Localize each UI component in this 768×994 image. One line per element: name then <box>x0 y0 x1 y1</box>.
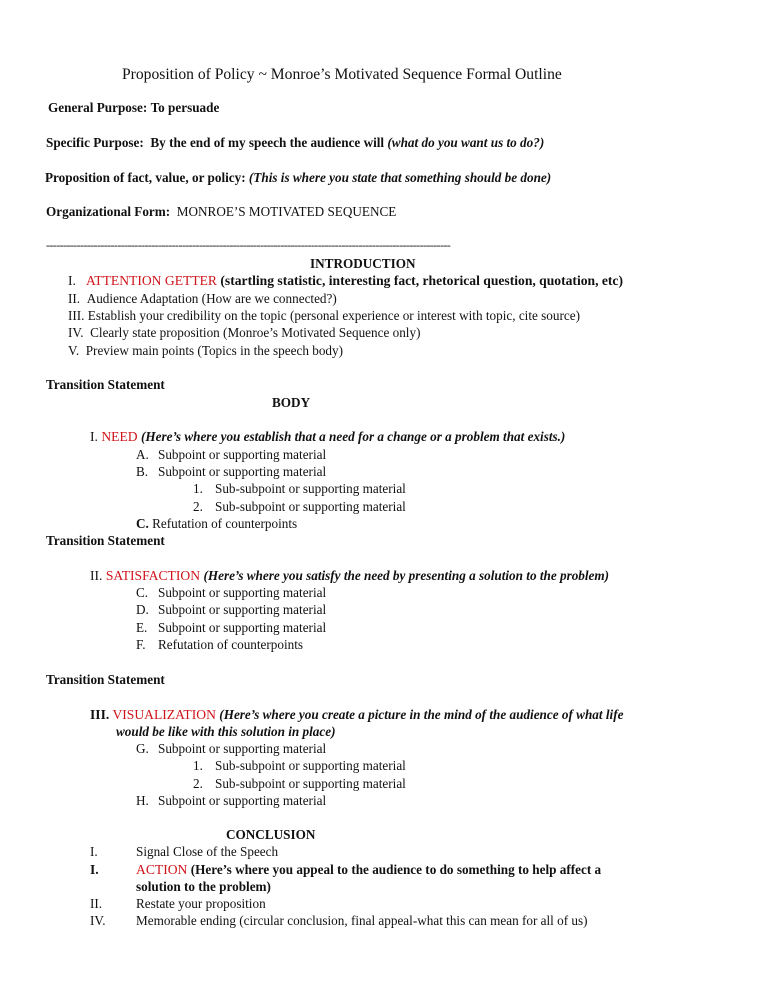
subpoint-num: A. <box>136 447 149 462</box>
need-refutation <box>136 515 297 532</box>
satisfaction-heading <box>90 567 609 584</box>
visualization-subpoint <box>136 792 326 809</box>
intro-item <box>68 324 420 341</box>
subpoint-text: Subpoint or supporting material <box>158 620 327 635</box>
visualization-num: III. <box>90 707 110 722</box>
subpoint-num: F. <box>136 637 146 652</box>
visualization-description: (Here’s where you create a picture in the mind of the audience of what life <box>219 707 624 722</box>
intro-item <box>68 307 580 324</box>
visualization-heading <box>90 706 623 723</box>
intro-item-attention <box>68 272 623 289</box>
action-keyword: ACTION <box>136 862 188 877</box>
need-num: I. <box>90 429 98 444</box>
satisfaction-subpoint <box>136 584 326 601</box>
conclusion-item-num: IV. <box>90 913 106 928</box>
subpoint-num: D. <box>136 602 149 617</box>
conclusion-item-num: I. <box>90 844 98 859</box>
need-subsubpoint <box>193 498 406 515</box>
organizational-form <box>46 203 396 220</box>
action-text-cont: solution to the problem) <box>136 879 271 894</box>
conclusion-item <box>90 912 588 929</box>
action-text: (Here’s where you appeal to the audience to do something to help affect a <box>190 862 602 877</box>
intro-item-text: Clearly state proposition (Monroe’s Motivated Sequence only) <box>90 325 421 340</box>
general-purpose <box>48 99 219 116</box>
intro-item-num: IV. <box>68 325 84 340</box>
subpoint-text: Subpoint or supporting material <box>158 447 327 462</box>
subpoint-num: C. <box>136 585 149 600</box>
need-description: (Here’s where you establish that a need for a change or a problem that exists.) <box>141 429 566 444</box>
need-keyword: NEED <box>101 429 138 444</box>
intro-item-num: III. <box>68 308 85 323</box>
visualization-subsubpoint <box>193 775 406 792</box>
proposition <box>45 169 551 186</box>
satisfaction-subpoint <box>136 619 326 636</box>
conclusion-item-text: Memorable ending (circular conclusion, final appeal-what this can mean for all of us) <box>136 913 588 928</box>
intro-item-num: I. <box>68 273 76 288</box>
need-subsubpoint <box>193 480 406 497</box>
visualization-keyword: VISUALIZATION <box>112 707 216 722</box>
conclusion-heading: CONCLUSION <box>226 827 316 842</box>
transition-statement: Transition Statement <box>46 377 165 392</box>
visualization-subsubpoint <box>193 757 406 774</box>
intro-item-num: V. <box>68 343 80 358</box>
body-heading: BODY <box>272 395 311 410</box>
conclusion-item-text: Restate your proposition <box>136 896 266 911</box>
conclusion-item-action <box>90 861 601 878</box>
general-purpose-label: General Purpose: <box>48 100 148 115</box>
proposition-label: Proposition of fact, value, or policy: <box>45 170 246 185</box>
satisfaction-subpoint <box>136 601 326 618</box>
refutation-num: C. <box>136 516 149 531</box>
conclusion-item <box>90 843 278 860</box>
visualization-subpoint <box>136 740 326 757</box>
need-subpoint <box>136 446 326 463</box>
attention-getter-text: (startling statistic, interesting fact, rhetorical question, quotation, etc) <box>220 273 623 288</box>
conclusion-item-num: II. <box>90 896 103 911</box>
subpoint-num: G. <box>136 741 149 756</box>
subsubpoint-num: 2. <box>193 776 203 791</box>
general-purpose-value: To persuade <box>150 100 220 115</box>
satisfaction-description: (Here’s where you satisfy the need by presenting a solution to the problem) <box>203 568 610 583</box>
transition-statement: Transition Statement <box>46 533 165 548</box>
organizational-form-label: Organizational Form: <box>46 204 171 219</box>
visualization-description-cont: would be like with this solution in place) <box>116 724 336 739</box>
intro-item-num: II. <box>68 291 81 306</box>
intro-item <box>68 290 337 307</box>
subpoint-num: B. <box>136 464 149 479</box>
subpoint-text: Subpoint or supporting material <box>158 793 327 808</box>
subsubpoint-text: Sub-subpoint or supporting material <box>215 758 406 773</box>
conclusion-item-num: I. <box>90 862 99 877</box>
page-title: Proposition of Policy ~ Monroe’s Motivated Sequence Formal Outline <box>122 66 562 83</box>
satisfaction-num: II. <box>90 568 103 583</box>
subpoint-text: Subpoint or supporting material <box>158 741 327 756</box>
conclusion-item-text: Signal Close of the Speech <box>136 844 279 859</box>
subpoint-text: Subpoint or supporting material <box>158 602 327 617</box>
intro-item-text: Audience Adaptation (How are we connected?) <box>86 291 337 306</box>
satisfaction-subpoint <box>136 636 303 653</box>
intro-item-text: Preview main points (Topics in the speech body) <box>85 343 343 358</box>
subsubpoint-num: 1. <box>193 481 203 496</box>
satisfaction-keyword: SATISFACTION <box>105 568 201 583</box>
specific-purpose <box>46 134 544 151</box>
specific-purpose-hint: (what do you want us to do?) <box>387 135 545 150</box>
need-subpoint <box>136 463 326 480</box>
subpoint-num: E. <box>136 620 148 635</box>
introduction-heading: INTRODUCTION <box>310 256 416 271</box>
specific-purpose-label: Specific Purpose: <box>46 135 144 150</box>
conclusion-item <box>90 895 266 912</box>
subsubpoint-text: Sub-subpoint or supporting material <box>215 481 406 496</box>
subpoint-text: Subpoint or supporting material <box>158 585 327 600</box>
subpoint-num: H. <box>136 793 149 808</box>
subpoint-text: Refutation of counterpoints <box>158 637 304 652</box>
need-heading <box>90 428 565 445</box>
subpoint-text: Subpoint or supporting material <box>158 464 327 479</box>
proposition-hint: (This is where you state that something should be done) <box>248 170 552 185</box>
subsubpoint-num: 2. <box>193 499 203 514</box>
organizational-form-value: MONROE’S MOTIVATED SEQUENCE <box>176 204 397 219</box>
intro-item <box>68 342 343 359</box>
subsubpoint-num: 1. <box>193 758 203 773</box>
attention-getter-keyword: ATTENTION GETTER <box>86 273 217 288</box>
subsubpoint-text: Sub-subpoint or supporting material <box>215 776 406 791</box>
divider: ----------------------------------------------------------------------------------------------------------------------- <box>46 238 451 252</box>
subsubpoint-text: Sub-subpoint or supporting material <box>215 499 406 514</box>
intro-item-text: Establish your credibility on the topic (personal experience or interest with topic, cite source) <box>87 308 580 323</box>
transition-statement: Transition Statement <box>46 672 165 687</box>
specific-purpose-value: By the end of my speech the audience will <box>150 135 385 150</box>
refutation-text: Refutation of counterpoints <box>152 516 298 531</box>
